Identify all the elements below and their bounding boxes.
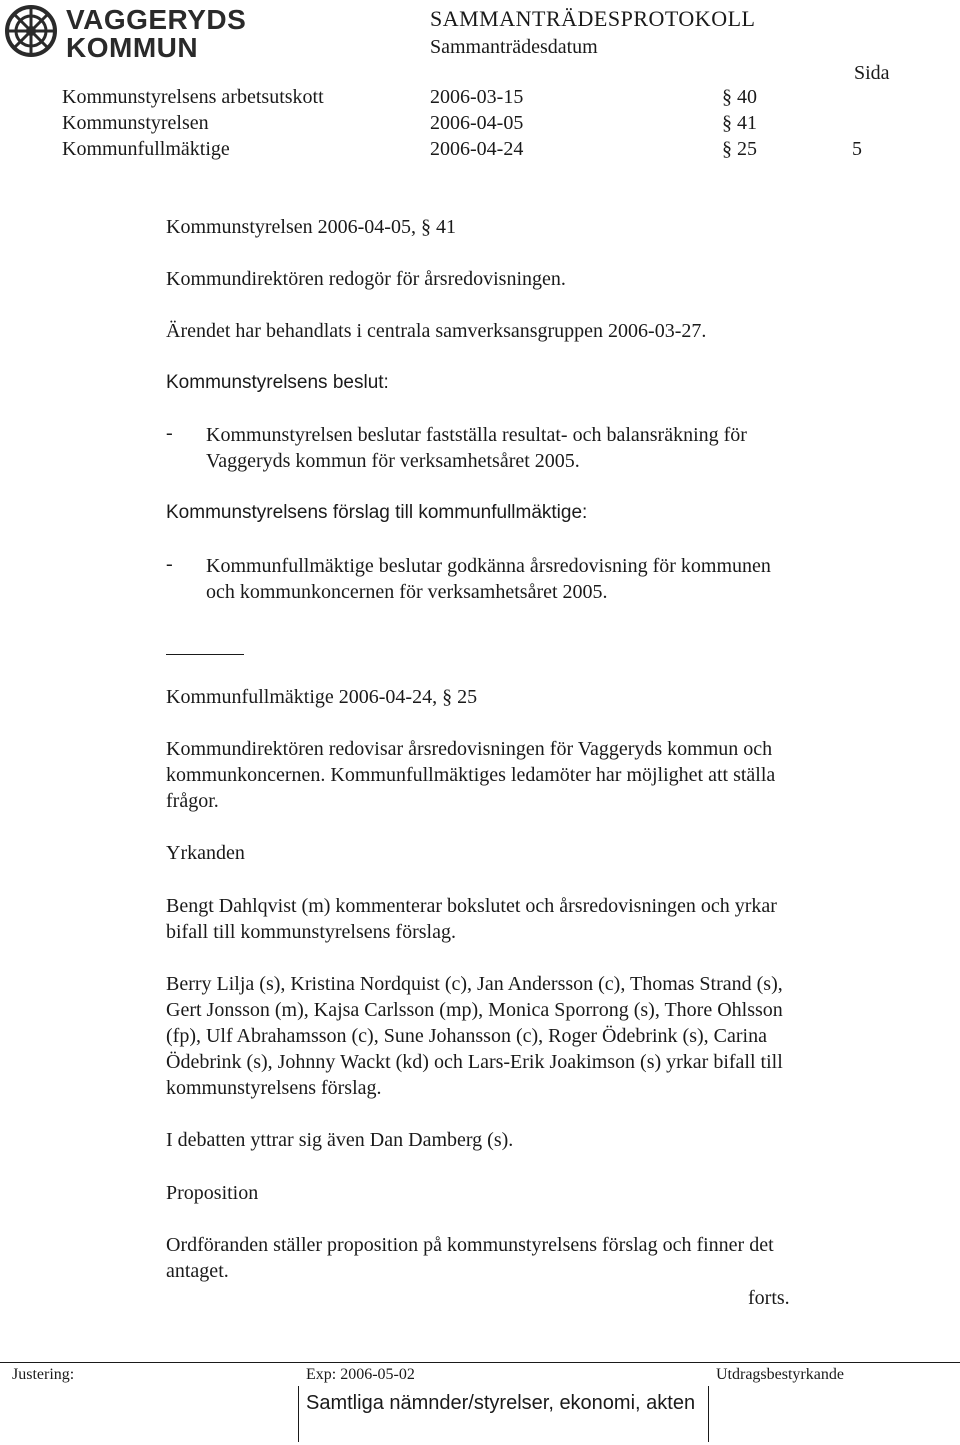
yrkanden-heading: Yrkanden: [166, 842, 245, 864]
meeting-date-label: Sammanträdesdatum: [430, 36, 598, 58]
footer-utdrag: Utdragsbestyrkande: [716, 1366, 844, 1383]
meeting-body: Kommunstyrelsen: [62, 112, 209, 134]
decision-text-line: Kommunstyrelsen beslutar fastställa resultat- och balansräkning för: [206, 424, 747, 446]
section-heading: Kommunstyrelsen 2006-04-05, § 41: [166, 216, 456, 238]
paragraph-line: Ordföranden ställer proposition på kommunstyrelsens förslag och finner det: [166, 1234, 774, 1256]
meeting-paragraph: § 25: [722, 138, 757, 160]
list-dash: -: [166, 553, 173, 575]
paragraph-line: Bengt Dahlqvist (m) kommenterar bokslutet och årsredovisningen och yrkar: [166, 895, 777, 917]
list-dash: -: [166, 422, 173, 444]
paragraph-line: (fp), Ulf Abrahamsson (c), Sune Johansson (c), Roger Ödebrink (s), Carina: [166, 1025, 767, 1047]
paragraph-line: bifall till kommunstyrelsens förslag.: [166, 921, 456, 943]
meeting-date: 2006-04-05: [430, 112, 524, 134]
paragraph: Kommundirektören redogör för årsredovisningen.: [166, 268, 566, 290]
decision-heading: Kommunstyrelsens beslut:: [166, 372, 389, 393]
footer-divider: [708, 1386, 709, 1442]
paragraph: I debatten yttrar sig även Dan Damberg (s).: [166, 1129, 514, 1151]
footer-rule: [0, 1362, 960, 1363]
footer-exp-date: Exp: 2006-05-02: [306, 1366, 415, 1383]
meeting-body: Kommunfullmäktige: [62, 138, 230, 160]
meeting-paragraph: § 40: [722, 86, 757, 108]
section-divider: [166, 654, 244, 655]
paragraph-line: Kommundirektören redovisar årsredovisningen för Vaggeryds kommun och: [166, 738, 773, 760]
meeting-date: 2006-04-24: [430, 138, 524, 160]
municipality-logo: [4, 4, 247, 63]
footer-justering: Justering:: [12, 1366, 75, 1383]
footer-recipients: Samtliga nämnder/styrelser, ekonomi, akten: [306, 1392, 696, 1414]
paragraph-line: Berry Lilja (s), Kristina Nordquist (c), Jan Andersson (c), Thomas Strand (s),: [166, 973, 783, 995]
proposal-text-line: och kommunkoncernen för verksamhetsåret 2005.: [206, 581, 608, 603]
decision-text-line: Vaggeryds kommun för verksamhetsåret 2005.: [206, 450, 580, 472]
logo-text-line1: VAGGERYDS: [66, 4, 247, 35]
paragraph-line: Ödebrink (s), Johnny Wackt (kd) och Lars-Erik Joakimson (s) yrkar bifall till: [166, 1051, 783, 1073]
page-number: 5: [852, 138, 862, 160]
paragraph: Ärendet har behandlats i centrala samverksansgruppen 2006-03-27.: [166, 320, 707, 342]
continued-note: forts.: [748, 1287, 790, 1309]
paragraph-line: kommunstyrelsens förslag.: [166, 1077, 382, 1099]
paragraph-line: Gert Jonsson (m), Kajsa Carlsson (mp), Monica Sporrong (s), Thore Ohlsson: [166, 999, 783, 1021]
proposal-heading: Kommunstyrelsens förslag till kommunfullmäktige:: [166, 502, 588, 523]
meeting-date: 2006-03-15: [430, 86, 524, 108]
meeting-paragraph: § 41: [722, 112, 757, 134]
paragraph-line: antaget.: [166, 1260, 229, 1282]
document-title: SAMMANTRÄDESPROTOKOLL: [430, 6, 756, 31]
municipality-emblem-icon: [4, 4, 58, 58]
paragraph-line: frågor.: [166, 790, 219, 812]
paragraph-line: kommunkoncernen. Kommunfullmäktiges ledamöter har möjlighet att ställa: [166, 764, 776, 786]
proposal-text-line: Kommunfullmäktige beslutar godkänna årsredovisning för kommunen: [206, 555, 771, 577]
section-heading: Kommunfullmäktige 2006-04-24, § 25: [166, 686, 478, 708]
meeting-body: Kommunstyrelsens arbetsutskott: [62, 86, 324, 108]
page-label: Sida: [854, 62, 890, 84]
footer-divider: [298, 1386, 299, 1442]
proposition-heading: Proposition: [166, 1182, 259, 1204]
logo-text-line2: KOMMUN: [66, 32, 199, 63]
